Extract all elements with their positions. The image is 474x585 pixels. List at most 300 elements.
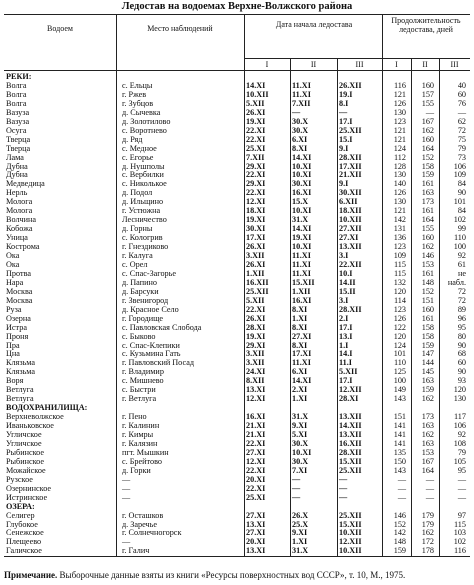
date-iii: 17.I [339,116,353,126]
date-i: 17.XI [246,233,266,243]
date-ii: 31.X [292,412,309,422]
date-ii: 25.X [292,519,309,529]
duration-iii: 108 [453,438,466,448]
duration-ii: 151 [421,295,434,305]
duration-ii: 167 [421,456,434,466]
date-iii: 5.XII [339,367,358,377]
observation-site: г. Солнечногорск [122,528,182,538]
duration-ii: — [425,107,434,117]
observation-site: г. Ветлуга [122,394,157,404]
duration-ii: 161 [421,313,434,323]
date-iii: 27.XI [339,233,359,243]
duration-iii: 97 [457,510,466,520]
water-body: Дубна [6,170,28,180]
date-i: 18.XI [246,206,266,216]
page-title: Ледостав на водоемах Верхне-Волжского района [121,1,353,12]
date-i: 1.XII [246,268,265,278]
date-i: 29.XI [246,161,266,171]
date-iii: 6.XII [339,197,358,207]
col-header-water: Водоем [47,24,73,33]
observation-site: д. Заречье [122,519,158,529]
duration-ii: 162 [421,242,434,252]
duration-iii: 76 [457,98,466,108]
date-ii: 11.XI [292,80,311,90]
water-body: Москва [6,286,33,296]
footnote-label: Примечание. [4,570,58,580]
duration-iii: 79 [457,447,466,457]
date-i: 19.XI [246,331,266,341]
duration-iii: 72 [457,125,466,135]
duration-i: 130 [393,197,406,207]
duration-i: 151 [393,412,406,422]
date-iii: — [339,474,348,484]
date-i: 10.XII [246,89,269,99]
duration-ii: 153 [421,447,434,457]
date-ii: 19.XI [292,233,312,243]
duration-i: 142 [393,215,406,225]
duration-i: 121 [393,206,406,216]
date-ii: 17.XI [292,349,312,359]
water-body: Кострома [6,242,40,252]
water-body: Клязьма [6,358,36,368]
duration-i: 121 [393,134,406,144]
date-ii: 5.XI [292,430,308,439]
col-header-duration: Продолжительность ледостава, дней [391,16,461,34]
water-body: Ока [6,259,20,269]
water-body: Цна [6,349,20,359]
duration-i: 143 [393,465,406,475]
duration-ii: 163 [421,376,434,386]
duration-ii: 158 [421,322,434,332]
duration-i: 141 [393,421,406,431]
footnote [4,570,474,580]
observation-site: г. Владимир [122,367,164,377]
date-ii: 6.XI [292,134,308,144]
duration-ii: 147 [421,349,434,359]
date-i: 22.XI [246,170,266,180]
observation-site: с. Кологрив [122,233,163,243]
observation-site: с. Спас-Загорье [122,268,177,278]
observation-site: д. Красное Село [122,304,179,314]
duration-iii: 62 [457,116,466,126]
date-i: 13.XI [246,546,266,556]
duration-iii: 109 [453,170,466,180]
date-iii: 9.I [339,143,349,153]
duration-i: 123 [393,304,406,314]
sub-header: I [395,60,398,69]
date-ii: — [292,474,301,484]
date-iii: 15.II [339,286,356,296]
duration-iii: 115 [454,519,466,529]
observation-site: с. Воротнево [122,125,167,135]
date-iii: 15.I [339,134,353,144]
col-header-place: Место наблюдений [147,24,213,33]
date-i: 26.XI [246,107,266,117]
date-iii: — [339,483,348,493]
water-body: Москва [6,295,33,305]
duration-iii: 73 [457,152,466,162]
duration-ii: 161 [421,206,434,216]
duration-ii: 162 [421,394,434,404]
observation-site: с. Быстри [122,385,156,395]
date-i: 13.XI [246,385,266,395]
duration-ii: 157 [421,89,434,99]
water-body: Сенежское [6,528,44,538]
date-i: 12.XI [246,197,266,207]
duration-ii: 161 [421,268,434,278]
duration-i: 115 [394,268,406,278]
date-iii: 28.XII [339,447,362,457]
observation-site: д. Барсуки [122,286,159,296]
table-row [4,547,470,556]
duration-ii: 155 [421,224,434,234]
date-iii: 3.I [339,295,349,305]
observation-site: с. Орел [122,259,148,269]
duration-i: 131 [393,224,406,234]
date-ii: 1.XII [292,286,311,296]
duration-iii: — [457,474,466,484]
date-iii: 12.XII [339,385,362,395]
duration-ii: 162 [421,125,434,135]
date-iii: 9.I [339,179,349,189]
water-body: Иваньковское [6,421,54,431]
date-ii: 26.X [292,510,309,520]
date-ii: 10.XI [292,242,312,252]
date-ii: 6.XI [292,367,308,377]
duration-iii: 84 [457,179,466,189]
date-i: 28.XI [246,322,266,332]
duration-iii: 60 [457,358,466,368]
date-iii: 10.I [339,268,353,278]
duration-iii: 100 [453,242,466,252]
observation-site: Лесничество [122,215,167,225]
observation-site: с. Быково [122,331,156,341]
date-i: 26.XI [246,259,266,269]
date-i: 5.XII [246,98,265,108]
date-ii: 31.X [292,215,309,225]
duration-i: 141 [393,438,406,448]
duration-ii: — [425,474,434,484]
date-iii: 28.XII [339,304,362,314]
water-body: Ветлуга [6,385,34,395]
observation-site: г. Устюжна [122,206,161,216]
date-i: 22.XI [246,134,266,144]
observation-site: г. Павловский Посад [122,358,194,368]
observation-site: г. Галич [122,546,150,556]
sub-header: III [450,60,459,69]
duration-ii: 179 [421,519,434,529]
duration-iii: не [457,268,466,278]
date-i: 21.XI [246,430,266,439]
duration-ii: 145 [421,367,434,377]
date-ii: 30.XI [292,179,312,189]
date-ii: 1.XI [292,394,308,404]
water-body: Молога [6,197,33,207]
observation-site: д. Папино [122,277,157,287]
duration-i: 148 [393,537,406,547]
duration-i: 101 [393,349,406,359]
date-iii: — [339,492,348,502]
date-iii: 1.I [339,340,349,350]
date-ii: 11.XI [292,268,311,278]
water-body: Нерль [6,188,28,198]
footnote-text: Выборочные данные взяты из книги «Ресурсы поверхностных вод СССР», т. 10, М., 1975. [59,570,406,580]
section-label: ОЗЕРА: [6,501,35,511]
date-i: 22.XI [246,125,266,135]
duration-i: 123 [393,242,406,252]
duration-ii: 178 [421,546,434,556]
date-i: 20.XI [246,537,266,547]
water-body: Дубна [6,161,28,171]
duration-iii: — [457,107,466,117]
duration-iii: 102 [453,537,466,547]
date-iii: 13.XII [339,412,362,422]
date-iii: 8.I [339,98,349,108]
duration-i: 114 [394,295,406,305]
duration-i: — [397,483,406,493]
duration-ii: 163 [421,438,434,448]
duration-i: 136 [393,233,406,243]
duration-iii: 96 [457,313,466,323]
duration-ii: 158 [421,331,434,341]
water-body: Воря [6,376,24,386]
duration-iii: 90 [457,340,466,350]
date-i: 3.XII [246,358,265,368]
date-ii: 15.X [292,197,309,207]
water-body: Волга [6,98,27,108]
duration-iii: 90 [457,188,466,198]
water-body: Тверца [6,143,31,153]
date-ii: — [292,107,301,117]
date-iii: 12.XII [339,537,362,547]
date-i: 7.XII [246,152,265,162]
water-body: Галичское [6,546,42,556]
date-i: 26.XI [246,313,266,323]
observation-site: с. Ельцы [122,80,153,90]
water-body: Угличское [6,430,42,439]
date-i: 14.XI [246,80,266,90]
duration-ii: 163 [421,188,434,198]
duration-i: 126 [393,188,406,198]
date-i: 12.XI [246,394,266,404]
water-body: Осуга [6,125,27,135]
observation-site: д. Ряд [122,134,143,144]
duration-ii: 159 [421,340,434,350]
date-i: 27.XI [246,528,266,538]
date-ii: 2.XI [292,385,308,395]
observation-site: г. Ржев [122,89,147,99]
duration-ii: 159 [421,385,434,395]
duration-ii: 167 [421,116,434,126]
duration-i: 124 [393,340,406,350]
duration-i: 132 [393,277,406,287]
water-body: Протва [6,268,31,278]
date-i: 22.XI [246,188,266,198]
date-ii: 30.X [292,438,309,448]
date-ii: 11.XI [292,259,311,269]
observation-site: д. Сычевка [122,107,161,117]
date-ii: 9.XI [292,421,308,431]
observation-site: д. Подол [122,188,153,198]
duration-iii: 84 [457,206,466,216]
date-ii: 8.XI [292,340,308,350]
col-header-date: Дата начала ледостава [275,20,353,29]
date-iii: 17.I [339,376,353,386]
date-ii: 30.X [292,125,309,135]
water-body: Ока [6,251,20,260]
duration-iii: 60 [457,89,466,99]
observation-site: с. Кузьмина Гать [122,349,181,359]
duration-i: 140 [393,179,406,189]
duration-i: 121 [393,125,406,135]
duration-ii: 160 [421,233,434,243]
duration-i: 143 [393,394,406,404]
date-i: 27.XI [246,447,266,457]
observation-site: д. Горки [122,465,151,475]
duration-i: 120 [393,286,406,296]
sub-header: I [265,60,269,69]
date-ii: 8.XI [292,304,308,314]
duration-ii: 160 [421,80,434,90]
date-ii: 16.XI [292,295,312,305]
date-i: 3.XII [246,349,265,359]
date-iii: 17.I [339,322,353,332]
duration-iii: 61 [457,259,466,269]
date-ii: 10.XI [292,161,312,171]
duration-ii: 164 [421,143,434,153]
water-body: Истринское [6,492,48,502]
date-i: 19.XI [246,116,266,126]
duration-i: 120 [393,331,406,341]
water-body: Озернинское [6,483,52,493]
date-ii: 10.XI [292,447,312,457]
date-i: 13.XI [246,519,266,529]
date-iii: 14.XII [339,421,362,431]
date-iii: 14.II [339,277,356,287]
date-ii: 11.XI [292,358,311,368]
duration-ii: 164 [421,465,434,475]
observation-site: д. Нушполы [122,161,165,171]
date-i: 22.XI [246,304,266,314]
duration-i: 159 [393,546,406,556]
water-body: Ветлуга [6,394,34,404]
date-ii: 14.XI [292,152,312,162]
water-body: Рыбинское [6,456,45,466]
duration-iii: 93 [457,376,466,386]
date-i: 24.XI [246,367,266,377]
observation-site: с. Егорье [122,152,154,162]
observation-site: с. Мишнево [122,376,164,386]
duration-i: 126 [393,98,406,108]
date-iii: 11.I [339,358,352,368]
duration-ii: 163 [421,421,434,431]
date-iii: 10.XII [339,546,362,556]
date-iii: 25.XII [339,510,362,520]
date-i: 22.XI [246,483,266,493]
date-ii: 30.X [292,456,309,466]
date-ii: 7.XII [292,98,311,108]
date-iii: 25.XII [339,125,362,135]
water-body: Озерна [6,313,31,323]
date-ii: 11.XI [292,89,311,99]
duration-i: 124 [393,143,406,153]
duration-ii: 162 [421,528,434,538]
duration-ii: — [425,492,434,502]
duration-ii: 173 [421,197,434,207]
duration-ii: 160 [421,134,434,144]
date-ii: 8.XI [292,322,308,332]
water-body: Клязьма [6,367,36,377]
water-body: Волга [6,89,27,99]
water-body: Пра [6,340,20,350]
sub-header: III [355,60,364,69]
water-body: Можайское [6,465,46,475]
duration-i: 149 [393,385,406,395]
date-iii: 15.XII [339,456,362,466]
date-iii: 13.XII [339,430,362,439]
observation-site: с. Вербилки [122,170,164,180]
water-body: Рузское [6,474,33,484]
duration-iii: 95 [457,465,466,475]
date-ii: 27.XI [292,331,312,341]
date-i: 5.XII [246,295,265,305]
duration-i: 135 [393,447,406,457]
date-i: 3.XII [246,251,265,260]
duration-iii: — [457,492,466,502]
date-i: 26.XI [246,242,266,252]
water-body: Рыбинское [6,447,45,457]
observation-site: д. Горны [122,224,153,234]
date-ii: 14.XI [292,224,312,234]
date-i: 27.XI [246,510,266,520]
duration-ii: 160 [421,304,434,314]
duration-i: 123 [393,116,406,126]
water-body: Тверца [6,134,31,144]
duration-ii: 144 [421,358,434,368]
water-body: Волчина [6,215,37,225]
duration-i: 130 [393,107,406,117]
water-body: Угличское [6,438,42,448]
duration-i: 130 [393,170,406,180]
duration-ii: 172 [421,537,434,547]
date-iii: 22.XII [339,259,362,269]
water-body: Истра [6,322,27,332]
date-i: 8.XII [246,376,265,386]
date-ii: 10.XI [292,170,312,180]
water-body: Проня [6,331,29,341]
duration-iii: 102 [453,215,466,225]
duration-iii: 117 [454,412,466,422]
water-body: Лама [6,152,24,162]
date-iii: 21.XII [339,170,362,180]
date-ii: 16.XI [292,188,312,198]
date-iii: 16.XII [339,438,362,448]
water-body: Верхневолжское [6,412,64,422]
observation-site: г. Гнездиково [122,242,169,252]
water-body: Нара [6,277,24,287]
date-iii: 2.I [339,313,349,323]
sub-header: II [422,60,428,69]
duration-ii: 158 [421,161,434,171]
date-iii: 26.XII [339,80,362,90]
date-i: 20.XI [246,474,266,484]
date-i: 22.XI [246,438,266,448]
duration-iii: 68 [457,349,466,359]
date-i: 25.XII [246,286,269,296]
date-i: 29.XI [246,340,266,350]
duration-i: 141 [393,430,406,439]
observation-site: — [122,474,131,484]
